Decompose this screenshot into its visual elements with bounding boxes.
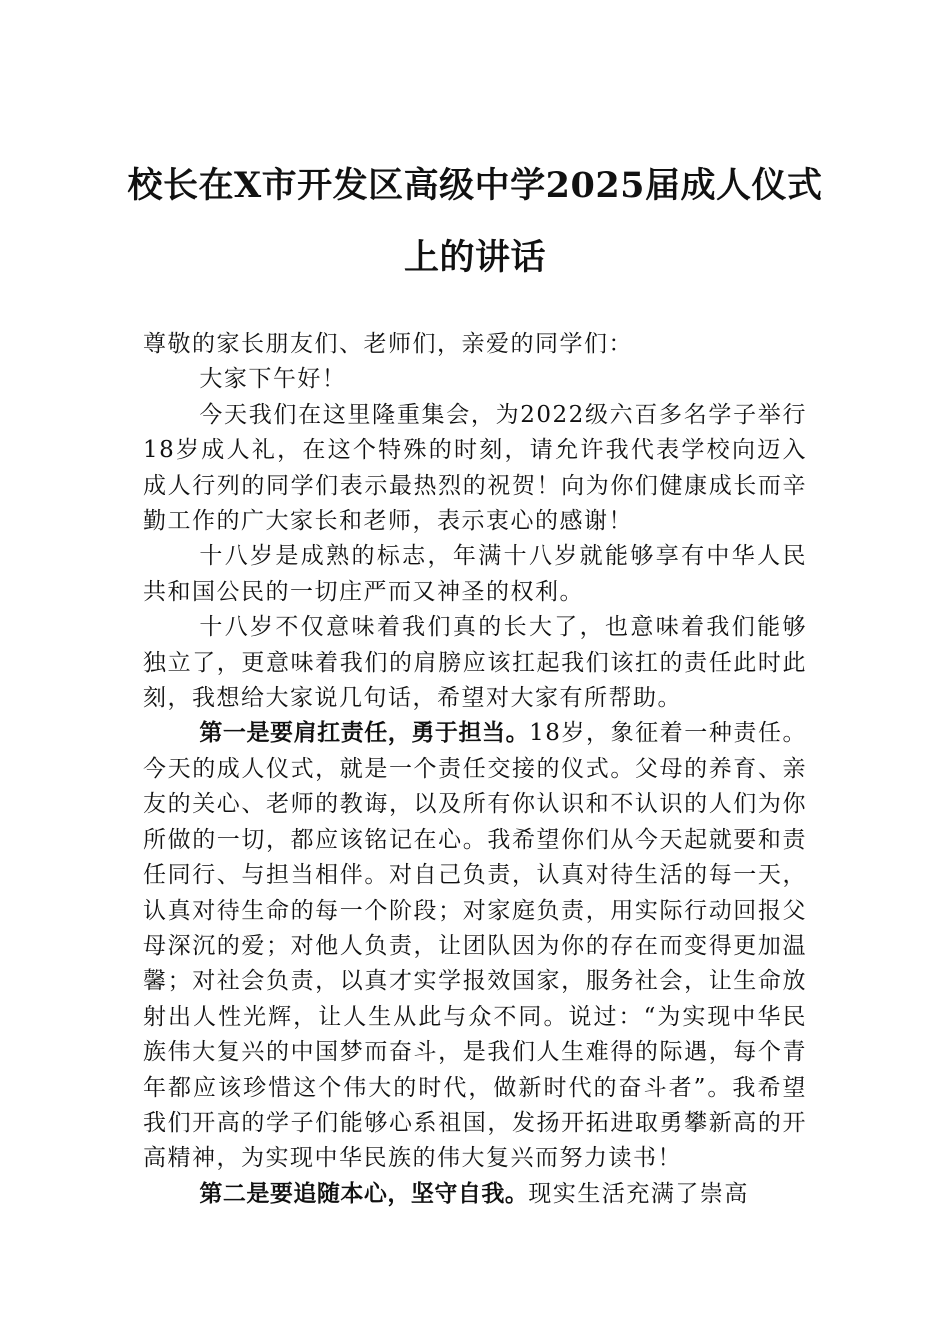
paragraph — [143, 539, 807, 610]
document-body — [143, 327, 807, 1212]
paragraph — [143, 362, 807, 397]
paragraph-text: 十八岁不仅意味着我们真的长大了，也意味着我们能够独立了，更意味着我们的肩膀应该扛起我们该扛的责任此时此刻，我想给大家说几句话，希望对大家有所帮助。 — [143, 614, 807, 712]
paragraph — [143, 610, 807, 716]
paragraph-text: 今天我们在这里隆重集会，为2022级六百多名学子举行18岁成人礼，在这个特殊的时刻，请允许我代表学校向迈入成人行列的同学们表示最热烈的祝贺！向为你们健康成长而辛勤工作的广大家长和老师，表示衷心的感谢！ — [143, 401, 807, 535]
paragraph — [143, 1177, 807, 1212]
paragraph — [143, 716, 807, 1176]
paragraph-lead: 第二是要追随本心，坚守自我。 — [199, 1180, 529, 1207]
paragraph-text: 十八岁是成熟的标志，年满十八岁就能够享有中华人民共和国公民的一切庄严而又神圣的权利。 — [143, 543, 807, 605]
document-title: 校长在X市开发区高级中学2025届成人仪式上的讲话 — [127, 165, 823, 278]
salutation: 尊敬的家长朋友们、老师们，亲爱的同学们： — [143, 331, 633, 357]
paragraph-text: 18岁，象征着一种责任。今天的成人仪式，就是一个责任交接的仪式。父母的养育、亲友的关心、老师的教诲，以及所有你认识和不认识的人们为你所做的一切，都应该铭记在心。我希望你们从今天起就要和责任同行、与担当相伴。对自己负责，认真对待生活的每一天，认真对待生命的每一个阶段；对家庭负责，用实际行动回报父母深沉的爱；对他人负责，让团队因为你的存在而变得更加温馨；对社会负责，以真才实学报效国家，服务社会，让生命放射出人性光辉，让人生从此与众不同。说过：“为实现中华民族伟大复兴的中国梦而奋斗，是我们人生难得的际遇，每个青年都应该珍惜这个伟大的时代，做新时代的奋斗者”。我希望我们开高的学子们能够心系祖国，发扬开拓进取勇攀新高的开高精神，为实现中华民族的伟大复兴而努力读书！ — [143, 720, 807, 1172]
paragraph-text: 现实生活充满了崇高 — [528, 1180, 749, 1207]
paragraph — [143, 398, 807, 540]
paragraph-text: 大家下午好！ — [199, 366, 347, 393]
paragraph-lead: 第一是要肩扛责任，勇于担当。 — [199, 720, 530, 747]
